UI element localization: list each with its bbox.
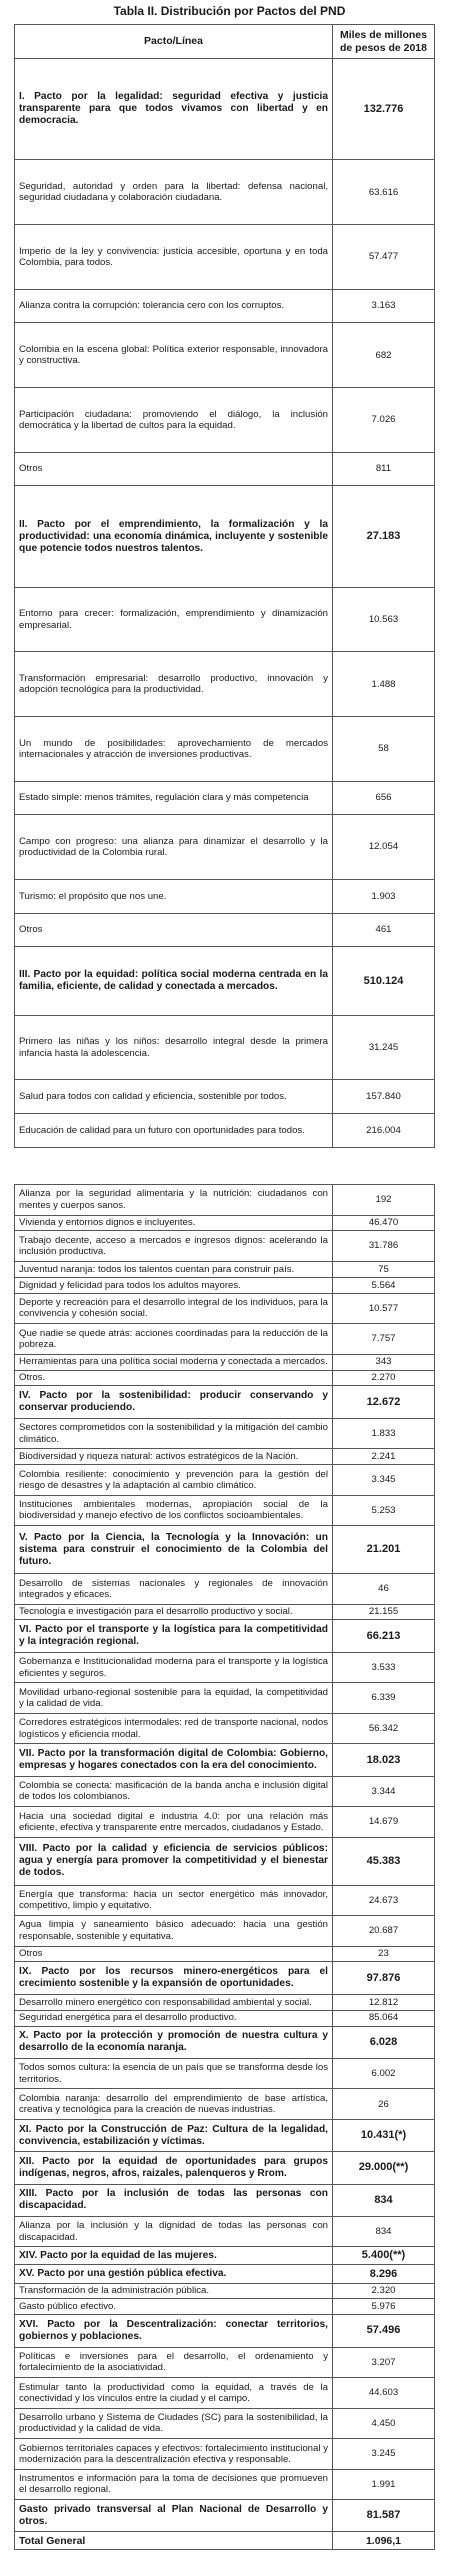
- row-label: Seguridad, autoridad y orden para la libertad: defensa nacional, seguridad ciudadana y colaboración ciudadana.: [15, 160, 333, 225]
- row-value: 10.431(*): [333, 2119, 435, 2151]
- row-label: Energía que transforma: hacia un sector energético más innovador, competitivo, limpio y equitativo.: [15, 1885, 333, 1916]
- table-title: Tabla II. Distribución por Pactos del PND: [113, 4, 346, 18]
- row-label: VIII. Pacto por la calidad y eficiencia de servicios públicos: agua y energía para promover la competitividad y el bienestar de todos.: [15, 1837, 333, 1885]
- row-label: XVI. Pacto por la Descentralización: conectar territorios, gobiernos y poblaciones.: [15, 2315, 333, 2347]
- row-value: 1.096,1: [333, 2532, 435, 2550]
- table-header-row: [15, 25, 435, 59]
- row-label: XI. Pacto por la Construcción de Paz: Cultura de la legalidad, convivencia, estabilización y víctimas.: [15, 2119, 333, 2151]
- line-row: [15, 2010, 435, 2026]
- row-value: 2.320: [333, 2283, 435, 2299]
- line-row: [15, 1215, 435, 1231]
- row-value: 2.241: [333, 1449, 435, 1465]
- row-value: 24.673: [333, 1885, 435, 1916]
- row-value: 1.488: [333, 652, 435, 717]
- line-row: [15, 1354, 435, 1370]
- pacto-row: [15, 1744, 435, 1776]
- line-row: [15, 1293, 435, 1324]
- pacto-row: [15, 1962, 435, 1994]
- row-value: 12.812: [333, 1994, 435, 2010]
- row-value: 31.245: [333, 1015, 435, 1080]
- row-value: 6.028: [333, 2026, 435, 2058]
- row-value: 46.470: [333, 1215, 435, 1231]
- line-row: [15, 1713, 435, 1744]
- row-label: Transformación empresarial: desarrollo productivo, innovación y adopción tecnológica para la productividad.: [15, 652, 333, 717]
- row-value: 21.155: [333, 1604, 435, 1620]
- pacto-row: [15, 2500, 435, 2532]
- row-value: 216.004: [333, 1114, 435, 1148]
- line-row: [15, 1776, 435, 1807]
- line-row: [15, 1683, 435, 1714]
- row-label: Instituciones ambientales modernas, apropiación social de la biodiversidad y manejo efectivo de los conflictos socioambientales.: [15, 1495, 333, 1526]
- row-label: Desarrollo de sistemas nacionales y regionales de innovación integrados y eficaces.: [15, 1574, 333, 1605]
- row-label: Primero las niñas y los niños: desarrollo integral desde la primera infancia hasta la adolescencia.: [15, 1015, 333, 1080]
- row-label: XIII. Pacto por la inclusión de todas las personas con discapacidad.: [15, 2184, 333, 2216]
- row-label: Participación ciudadana: promoviendo el diálogo, la inclusión democrática y la libertad de cultos para la equidad.: [15, 388, 333, 453]
- row-value: 8.296: [333, 2265, 435, 2283]
- pacto-row: [15, 2152, 435, 2184]
- row-label: Herramientas para una política social moderna y conectada a mercados.: [15, 1354, 333, 1370]
- row-value: 1.833: [333, 1418, 435, 1449]
- row-label: V. Pacto por la Ciencia, la Tecnología y la Innovación: un sistema para construir el conocimiento de la Colombia del futuro.: [15, 1526, 333, 1574]
- line-row: [15, 1916, 435, 1947]
- line-row: [15, 1080, 435, 1114]
- table-part-2: [14, 1184, 434, 2550]
- table-body-part-1: [15, 59, 435, 1148]
- row-value: 81.587: [333, 2500, 435, 2532]
- line-row: [15, 452, 435, 486]
- line-row: [15, 781, 435, 815]
- line-row: [15, 1370, 435, 1386]
- row-label: Entorno para crecer: formalización, emprendimiento y dinamización empresarial.: [15, 587, 333, 652]
- row-label: Dignidad y felicidad para todos los adultos mayores.: [15, 1277, 333, 1293]
- row-value: 157.840: [333, 1080, 435, 1114]
- row-value: 834: [333, 2216, 435, 2247]
- row-label: Seguridad energética para el desarrollo productivo.: [15, 2010, 333, 2026]
- row-label: Salud para todos con calidad y eficiencia, sostenible por todos.: [15, 1080, 333, 1114]
- row-value: 97.876: [333, 1962, 435, 1994]
- line-row: [15, 1994, 435, 2010]
- row-value: 10.577: [333, 1293, 435, 1324]
- row-label: Biodiversidad y riqueza natural: activos estratégicos de la Nación.: [15, 1449, 333, 1465]
- row-value: 21.201: [333, 1526, 435, 1574]
- line-row: [15, 1604, 435, 1620]
- row-value: 10.563: [333, 587, 435, 652]
- row-label: XV. Pacto por una gestión pública efectiva.: [15, 2265, 333, 2283]
- row-value: 27.183: [333, 486, 435, 587]
- pacto-row: [15, 2247, 435, 2265]
- line-row: [15, 2089, 435, 2120]
- row-value: 20.687: [333, 1916, 435, 1947]
- row-value: 44.603: [333, 2378, 435, 2409]
- row-label: Sectores comprometidos con la sostenibilidad y la mitigación del cambio climático.: [15, 1418, 333, 1449]
- row-label: Desarrollo urbano y Sistema de Ciudades (SC) para la sostenibilidad, la productividad y la calidad de vida.: [15, 2408, 333, 2439]
- row-label: Agua limpia y saneamiento básico adecuado: hacia una gestión responsable, sostenible y equitativa.: [15, 1916, 333, 1947]
- line-row: [15, 587, 435, 652]
- row-value: 4.450: [333, 2408, 435, 2439]
- line-row: [15, 717, 435, 782]
- line-row: [15, 815, 435, 880]
- row-value: 834: [333, 2184, 435, 2216]
- pacto-row: [15, 2184, 435, 2216]
- line-row: [15, 2216, 435, 2247]
- row-label: Estimular tanto la productividad como la equidad, a través de la conectividad y los vínculos entre la ciudad y el campo.: [15, 2378, 333, 2409]
- pacto-row: [15, 1837, 435, 1885]
- row-value: 14.679: [333, 1807, 435, 1838]
- row-label: Imperio de la ley y convivencia: justicia accesible, oportuna y en toda Colombia, para todos.: [15, 225, 333, 290]
- row-value: 31.786: [333, 1231, 435, 1262]
- row-value: 461: [333, 913, 435, 947]
- row-value: 66.213: [333, 1620, 435, 1652]
- row-label: Vivienda y entornos dignos e incluyentes.: [15, 1215, 333, 1231]
- row-value: 3.533: [333, 1652, 435, 1683]
- pacto-row: [15, 947, 435, 1016]
- row-value: 656: [333, 781, 435, 815]
- row-label: Movilidad urbano-regional sostenible para la equidad, la competitividad y la calidad de vida.: [15, 1683, 333, 1714]
- line-row: [15, 1261, 435, 1277]
- line-row: [15, 652, 435, 717]
- row-label: IV. Pacto por la sostenibilidad: producir conservando y conservar produciendo.: [15, 1386, 333, 1418]
- row-value: 811: [333, 452, 435, 486]
- line-row: [15, 2439, 435, 2470]
- row-value: 12.672: [333, 1386, 435, 1418]
- row-value: 23: [333, 1946, 435, 1962]
- column-header-value: Miles de millones de pesos de 2018: [333, 25, 435, 59]
- line-row: [15, 2283, 435, 2299]
- pacto-row: [15, 2315, 435, 2347]
- line-row: [15, 289, 435, 323]
- line-row: [15, 2347, 435, 2378]
- row-value: 3.207: [333, 2347, 435, 2378]
- row-value: 3.344: [333, 1776, 435, 1807]
- row-value: 3.163: [333, 289, 435, 323]
- table-body-part-2: [15, 1185, 435, 2550]
- row-label: Gasto privado transversal al Plan Nacional de Desarrollo y otros.: [15, 2500, 333, 2532]
- row-value: 58: [333, 717, 435, 782]
- row-value: 57.496: [333, 2315, 435, 2347]
- row-label: XII. Pacto por la equidad de oportunidades para grupos indígenas, negros, afros, raizales, palenqueros y Rrom.: [15, 2152, 333, 2184]
- line-row: [15, 879, 435, 913]
- row-label: VI. Pacto por el transporte y la logística para la competitividad y la integración regional.: [15, 1620, 333, 1652]
- row-label: Colombia se conecta: masificación de la banda ancha e inclusión digital de todos los colombianos.: [15, 1776, 333, 1807]
- row-label: Gasto público efectivo.: [15, 2299, 333, 2315]
- row-label: Colombia naranja: desarrollo del emprendimiento de base artística, creativa y tecnológica para la creación de nuevas industrias.: [15, 2089, 333, 2120]
- row-value: 75: [333, 1261, 435, 1277]
- row-label: Instrumentos e información para la toma de decisiones que promueven el desarrollo regional.: [15, 2469, 333, 2500]
- row-value: 45.383: [333, 1837, 435, 1885]
- row-label: Gobiernos territoriales capaces y efectivos: fortalecimiento institucional y modernización para la descentralización efectiva y responsable.: [15, 2439, 333, 2470]
- distribution-table-part-2: [14, 1184, 435, 2550]
- distribution-table-part-1: [14, 24, 435, 1148]
- line-row: [15, 1807, 435, 1838]
- row-label: Un mundo de posibilidades: aprovechamiento de mercados internacionales y atracción de inversiones productivas.: [15, 717, 333, 782]
- row-label: XIV. Pacto por la equidad de las mujeres.: [15, 2247, 333, 2265]
- line-row: [15, 1185, 435, 1216]
- row-value: 2.270: [333, 1370, 435, 1386]
- row-value: 7.757: [333, 1324, 435, 1355]
- pacto-row: [15, 1386, 435, 1418]
- pacto-row: [15, 59, 435, 160]
- row-value: 1.903: [333, 879, 435, 913]
- row-label: Colombia en la escena global: Política exterior responsable, innovadora y constructiva.: [15, 323, 333, 388]
- total-row: [15, 2532, 435, 2550]
- table-part-1: [14, 24, 434, 1148]
- line-row: [15, 1449, 435, 1465]
- line-row: [15, 160, 435, 225]
- row-label: Corredores estratégicos intermodales: red de transporte nacional, nodos logísticos y eficiencia modal.: [15, 1713, 333, 1744]
- row-label: IX. Pacto por los recursos minero-energéticos para el crecimiento sostenible y la expansión de oportunidades.: [15, 1962, 333, 1994]
- row-value: 18.023: [333, 1744, 435, 1776]
- row-label: Alianza por la seguridad alimentaria y la nutrición: ciudadanos con mentes y cuerpos sanos.: [15, 1185, 333, 1216]
- row-label: Deporte y recreación para el desarrollo integral de los individuos, para la convivencia y cohesión social.: [15, 1293, 333, 1324]
- row-value: 85.064: [333, 2010, 435, 2026]
- line-row: [15, 1231, 435, 1262]
- row-value: 57.477: [333, 225, 435, 290]
- line-row: [15, 1946, 435, 1962]
- line-row: [15, 323, 435, 388]
- row-label: III. Pacto por la equidad: política social moderna centrada en la familia, eficiente, de calidad y conectada a mercados.: [15, 947, 333, 1016]
- row-label: Colombia resiliente: conocimiento y prevención para la gestión del riesgo de desastres y la adaptación al cambio climático.: [15, 1465, 333, 1496]
- line-row: [15, 2299, 435, 2315]
- row-value: 6.339: [333, 1683, 435, 1714]
- row-value: 3.245: [333, 2439, 435, 2470]
- line-row: [15, 1885, 435, 1916]
- row-label: Turismo: el propósito que nos une.: [15, 879, 333, 913]
- row-label: Juventud naranja: todos los talentos cuentan para construir país.: [15, 1261, 333, 1277]
- row-value: 510.124: [333, 947, 435, 1016]
- line-row: [15, 1652, 435, 1683]
- row-label: Alianza por la inclusión y la dignidad de todas las personas con discapacidad.: [15, 2216, 333, 2247]
- row-label: I. Pacto por la legalidad: seguridad efectiva y justicia transparente para que todos vivamos con libertad y en democracia.: [15, 59, 333, 160]
- row-value: 132.776: [333, 59, 435, 160]
- line-row: [15, 1324, 435, 1355]
- row-value: 12.054: [333, 815, 435, 880]
- row-label: Otros: [15, 913, 333, 947]
- line-row: [15, 225, 435, 290]
- row-label: Transformación de la administración pública.: [15, 2283, 333, 2299]
- row-label: X. Pacto por la protección y promoción de nuestra cultura y desarrollo de la economía naranja.: [15, 2026, 333, 2058]
- row-label: VII. Pacto por la transformación digital de Colombia: Gobierno, empresas y hogares conectados con la era del conocimiento.: [15, 1744, 333, 1776]
- line-row: [15, 2058, 435, 2089]
- row-value: 1.991: [333, 2469, 435, 2500]
- row-label: Tecnología e investigación para el desarrollo productivo y social.: [15, 1604, 333, 1620]
- row-value: 29.000(**): [333, 2152, 435, 2184]
- line-row: [15, 913, 435, 947]
- row-value: 5.253: [333, 1495, 435, 1526]
- line-row: [15, 1465, 435, 1496]
- row-value: 63.616: [333, 160, 435, 225]
- row-value: 192: [333, 1185, 435, 1216]
- row-value: 6.002: [333, 2058, 435, 2089]
- row-label: Otros: [15, 1946, 333, 1962]
- row-label: Desarrollo minero energético con responsabilidad ambiental y social.: [15, 1994, 333, 2010]
- line-row: [15, 1277, 435, 1293]
- line-row: [15, 2408, 435, 2439]
- row-label: Alianza contra la corrupción: tolerancia cero con los corruptos.: [15, 289, 333, 323]
- pacto-row: [15, 486, 435, 587]
- row-label: Campo con progreso: una alianza para dinamizar el desarrollo y la productividad de la Colombia rural.: [15, 815, 333, 880]
- row-label: Otros: [15, 452, 333, 486]
- row-value: 7.026: [333, 388, 435, 453]
- row-label: Gobernanza e Institucionalidad moderna para el transporte y la logística eficientes y seguros.: [15, 1652, 333, 1683]
- line-row: [15, 1418, 435, 1449]
- row-value: 5.400(**): [333, 2247, 435, 2265]
- row-value: 3.345: [333, 1465, 435, 1496]
- pacto-row: [15, 2026, 435, 2058]
- row-label: Educación de calidad para un futuro con oportunidades para todos.: [15, 1114, 333, 1148]
- row-value: 56.342: [333, 1713, 435, 1744]
- row-label: Otros.: [15, 1370, 333, 1386]
- row-label: II. Pacto por el emprendimiento, la formalización y la productividad: una economía dinámica, incluyente y sostenible que potencie todos nuestros talentos.: [15, 486, 333, 587]
- pacto-row: [15, 2119, 435, 2151]
- line-row: [15, 1574, 435, 1605]
- line-row: [15, 388, 435, 453]
- line-row: [15, 2378, 435, 2409]
- pacto-row: [15, 1526, 435, 1574]
- row-label: Trabajo decente, acceso a mercados e ingresos dignos: acelerando la inclusión productiva.: [15, 1231, 333, 1262]
- row-value: 682: [333, 323, 435, 388]
- row-label: Estado simple: menos trámites, regulación clara y más competencia: [15, 781, 333, 815]
- row-value: 46: [333, 1574, 435, 1605]
- line-row: [15, 2469, 435, 2500]
- column-header-pacto-linea: Pacto/Línea: [15, 25, 333, 59]
- row-label: Hacia una sociedad digital e industria 4.0: por una relación más eficiente, efectiva y transparente entre mercados, ciudadanos y Estado.: [15, 1807, 333, 1838]
- row-label: Que nadie se quede atrás: acciones coordinadas para la reducción de la pobreza.: [15, 1324, 333, 1355]
- row-value: 26: [333, 2089, 435, 2120]
- row-label: Todos somos cultura: la esencia de un país que se transforma desde los territorios.: [15, 2058, 333, 2089]
- line-row: [15, 1495, 435, 1526]
- row-label: Políticas e inversiones para el desarrollo, el ordenamiento y fortalecimiento de la asociatividad.: [15, 2347, 333, 2378]
- row-value: 343: [333, 1354, 435, 1370]
- row-value: 5.564: [333, 1277, 435, 1293]
- pacto-row: [15, 1620, 435, 1652]
- pacto-row: [15, 2265, 435, 2283]
- row-value: 5.976: [333, 2299, 435, 2315]
- line-row: [15, 1114, 435, 1148]
- row-label: Total General: [15, 2532, 333, 2550]
- line-row: [15, 1015, 435, 1080]
